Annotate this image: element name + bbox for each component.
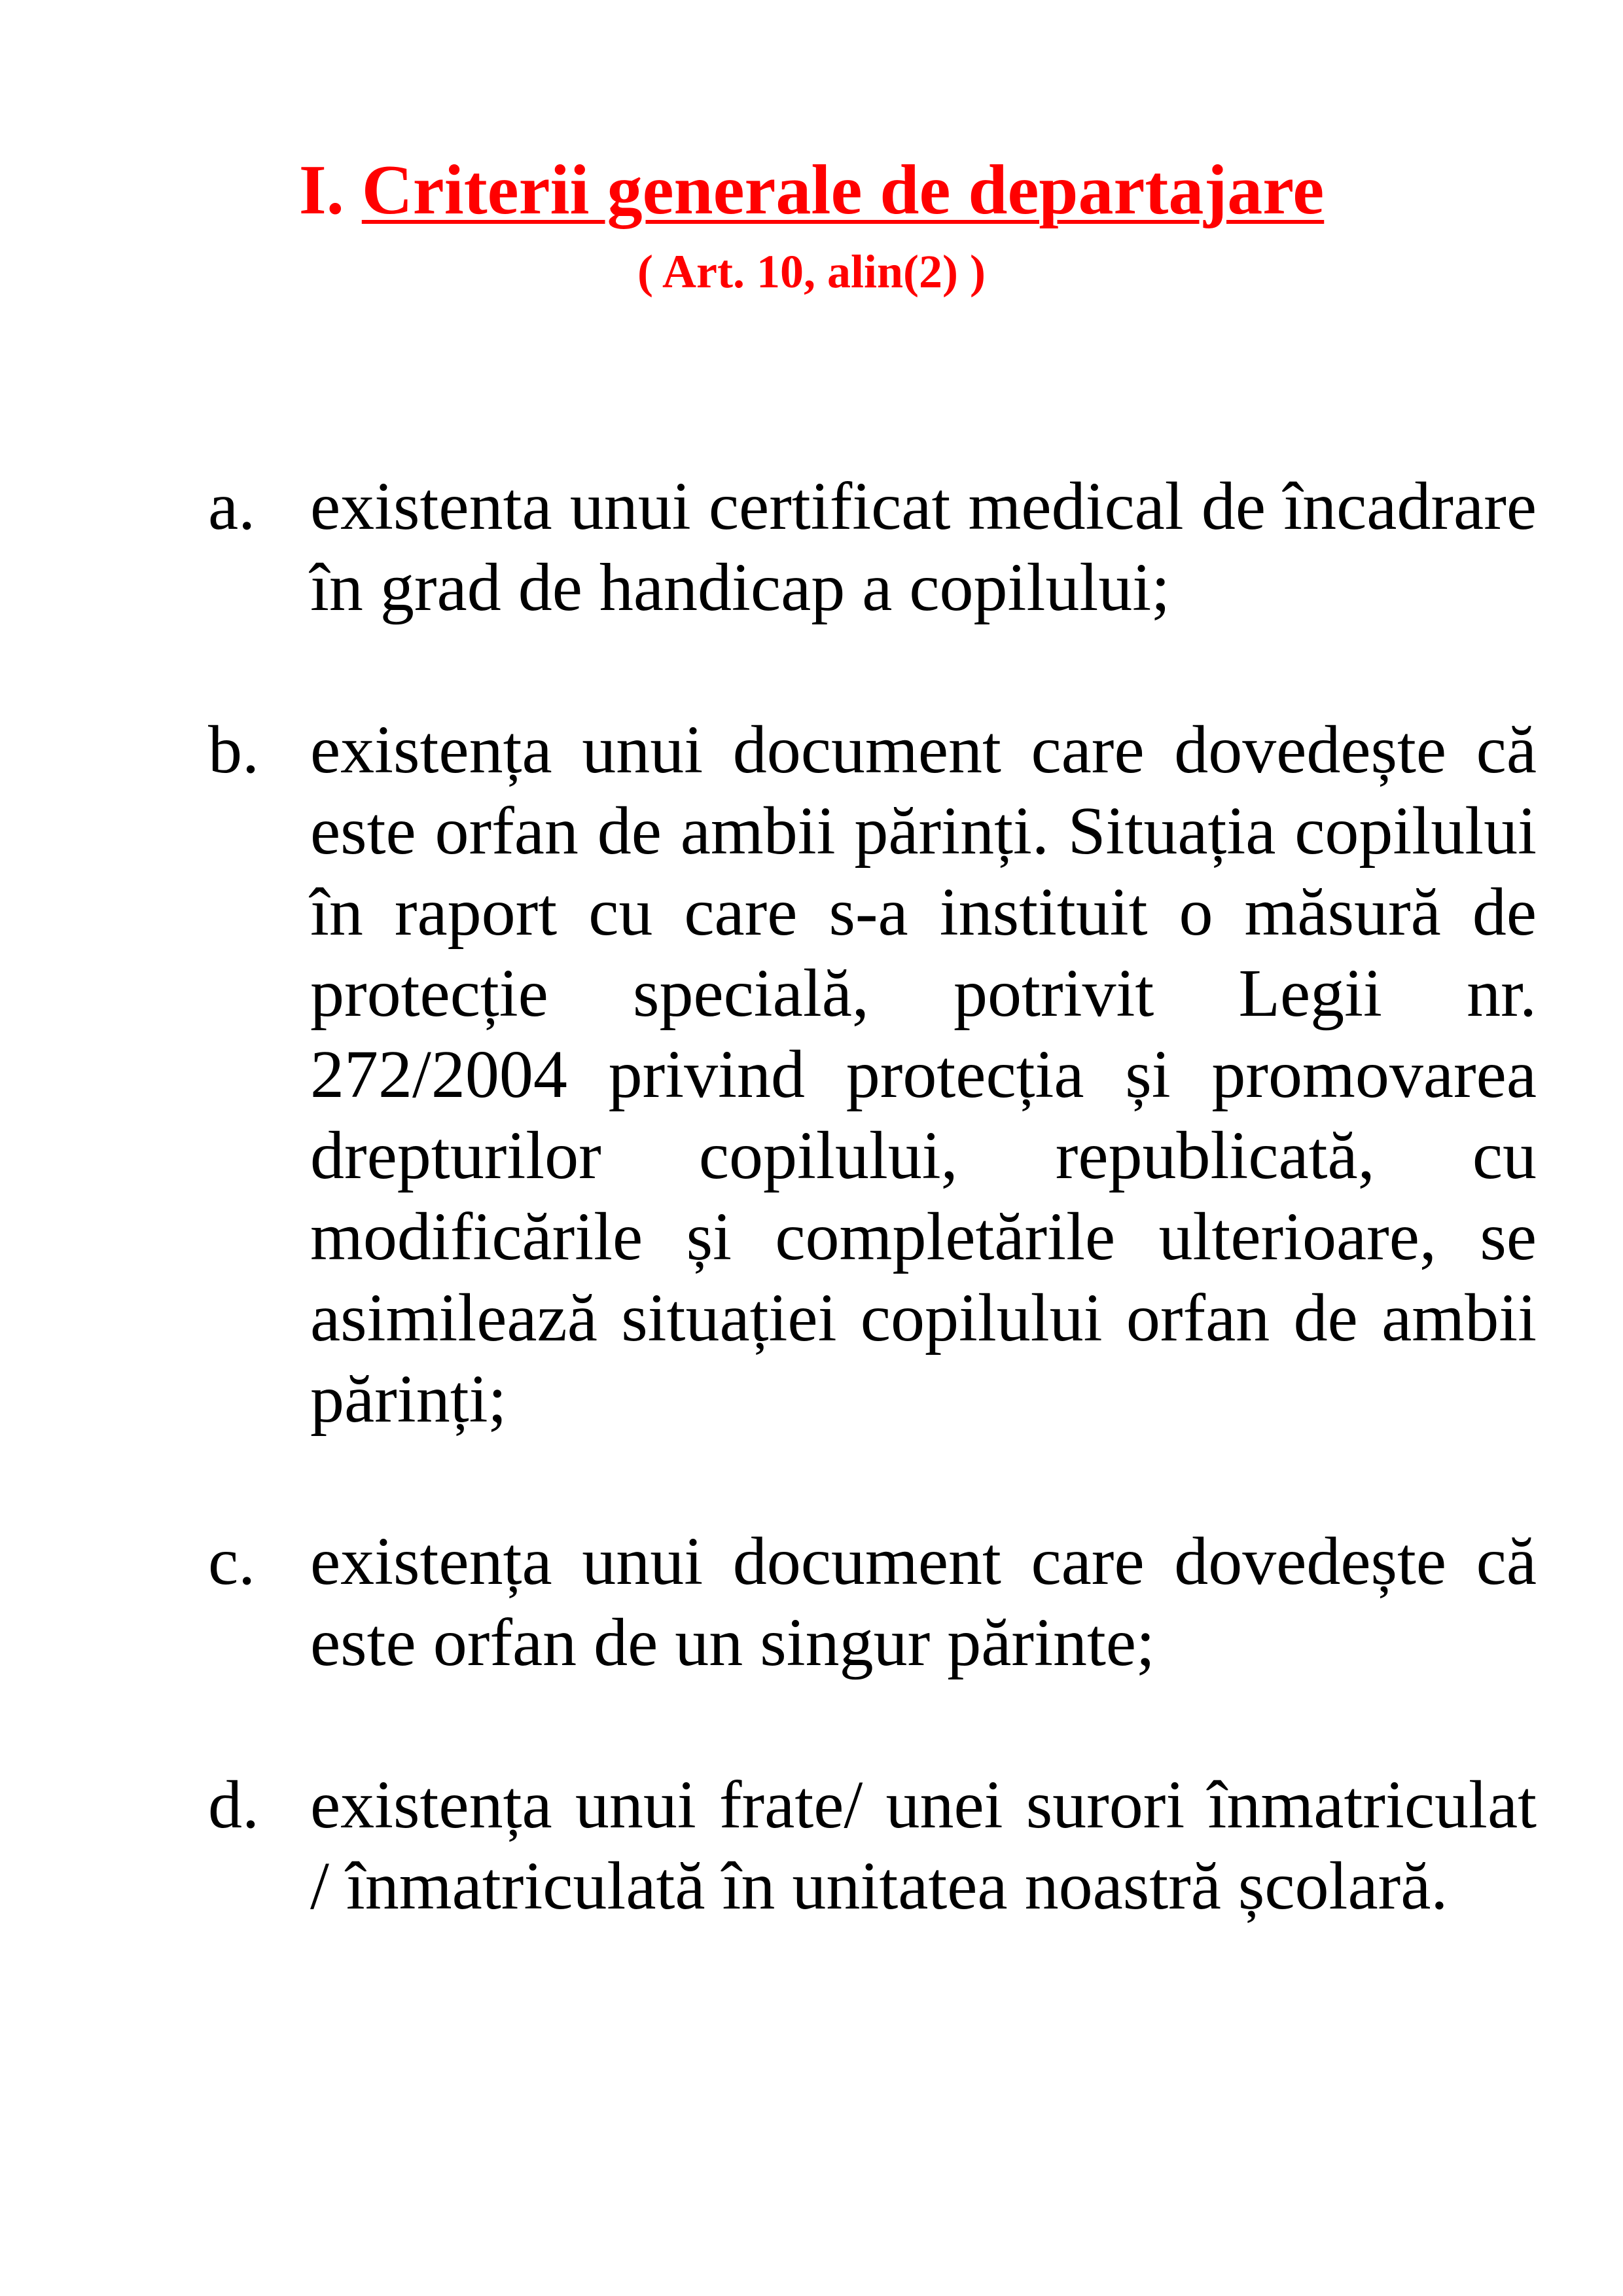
criteria-list	[0, 466, 1623, 2008]
title-text: Criterii generale de departajare	[361, 151, 1325, 229]
list-item	[0, 1521, 1623, 1683]
list-item-text: existența unui document care dovedește că este orfan de un singur părinte;	[310, 1524, 1537, 1680]
list-item-text: existenta unui certificat medical de încadrare în grad de handicap a copilului;	[310, 469, 1537, 625]
list-item	[0, 709, 1623, 1440]
list-item-marker: d.	[208, 1767, 259, 1842]
list-item-marker: c.	[208, 1524, 256, 1599]
page-title	[0, 148, 1623, 233]
list-item-marker: b.	[208, 712, 259, 787]
article-reference: ( Art. 10, alin(2) )	[637, 245, 986, 298]
list-item-text: existența unui document care dovedește că este orfan de ambii părinți. Situația copilului în raport cu care s-a instituit o măsură de protecție specială, potrivit Legii nr. 272/2004 privind protecția și promovarea drepturilor copilului, republicată, cu modificările și completările ulterioare, se asimilează situației copilului orfan de ambii părinți;	[310, 712, 1537, 1437]
list-item-marker: a.	[208, 469, 256, 544]
title-roman-numeral: I.	[298, 151, 362, 229]
list-item-text: existența unui frate/ unei surori înmatriculat / înmatriculată în unitatea noastră școlară.	[310, 1767, 1537, 1924]
list-item	[0, 1765, 1623, 1927]
list-item	[0, 466, 1623, 628]
